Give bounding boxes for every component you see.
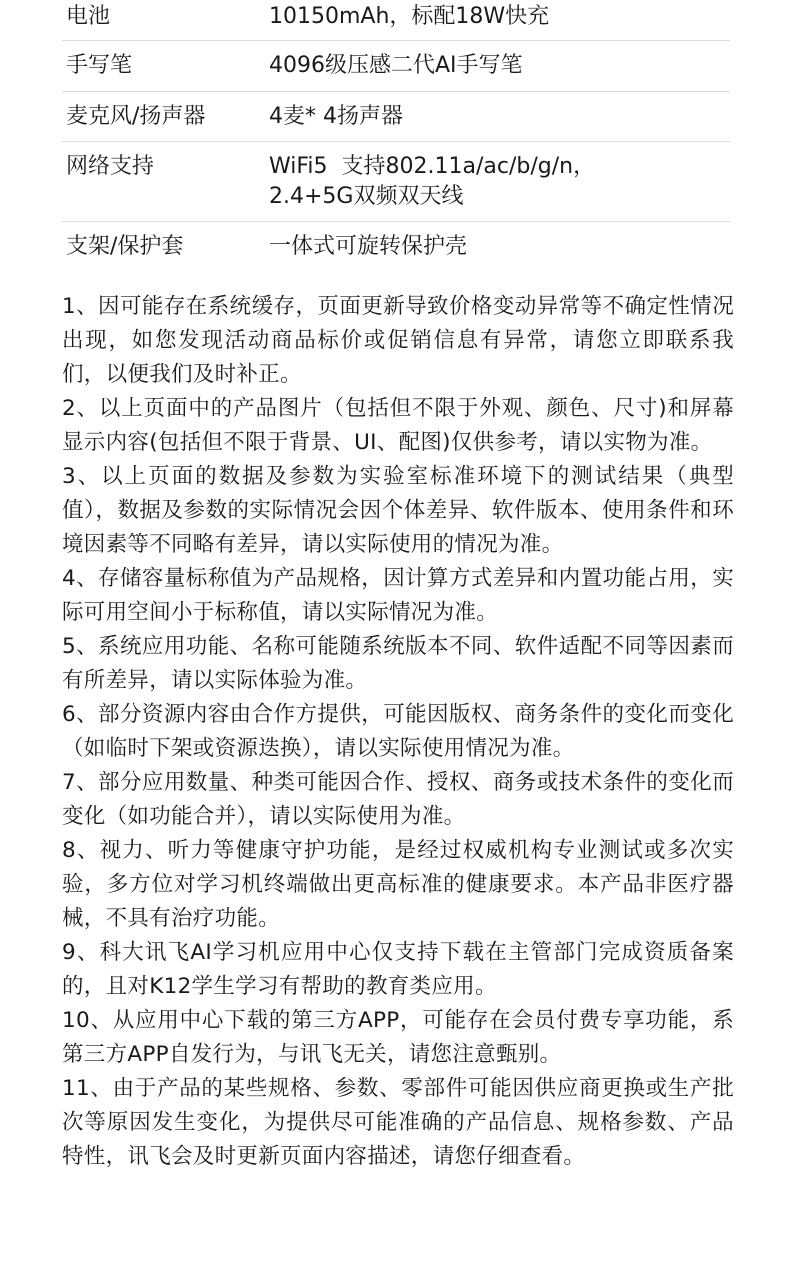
spec-row-battery — [62, 0, 730, 41]
spec-label: 支架/保护套 — [66, 234, 184, 259]
spec-label: 电池 — [66, 4, 111, 29]
spec-label: 麦克风/扬声器 — [66, 103, 206, 129]
note-item: 11、由于产品的某些规格、参数、零部件可能因供应商更换或生产批次等原因发生变化，为提供尽可能准确的产品信息、规格参数、产品特性，讯飞会及时更新页面内容描述，请您仔细查看。 — [62, 1076, 734, 1169]
note-item: 6、部分资源内容由合作方提供，可能因版权、商务条件的变化而变化（如临时下架或资源迭换），请以实际使用情况为准。 — [62, 702, 734, 761]
note-item: 7、部分应用数量、种类可能因合作、授权、商务或技术条件的变化而变化（如功能合并），请以实际使用为准。 — [62, 770, 734, 829]
spec-label: 网络支持 — [66, 154, 155, 179]
spec-label: 手写笔 — [66, 53, 133, 78]
spec-value-line: WiFi5 支持802.11a/ac/b/g/n， — [269, 154, 596, 179]
spec-value: 4096级压感二代AI手写笔 — [269, 53, 523, 78]
spec-value-line: 2.4+5G双频双天线 — [269, 184, 464, 209]
spec-value — [269, 152, 730, 212]
note-item: 10、从应用中心下载的第三方APP，可能存在会员付费专享功能，系第三方APP自发行为，与讯飞无关，请您注意甄别。 — [62, 1008, 734, 1067]
spec-row-stylus — [62, 41, 730, 92]
note-item: 5、系统应用功能、名称可能随系统版本不同、软件适配不同等因素而有所差异，请以实际体验为准。 — [62, 634, 734, 693]
spec-row-stand-case — [62, 222, 730, 272]
spec-row-network — [62, 142, 730, 222]
spec-value: 一体式可旋转保护壳 — [269, 234, 468, 259]
note-item: 3、以上页面的数据及参数为实验室标准环境下的测试结果（典型值），数据及参数的实际情况会因个体差异、软件版本、使用条件和环境因素等不同略有差异，请以实际使用的情况为准。 — [62, 464, 734, 557]
note-item: 1、因可能存在系统缓存，页面更新导致价格变动异常等不确定性情况出现，如您发现活动商品标价或促销信息有异常，请您立即联系我们，以便我们及时补正。 — [62, 294, 734, 387]
spec-value: 4麦* 4扬声器 — [269, 103, 403, 129]
spec-value: 10150mAh，标配18W快充 — [269, 4, 550, 29]
note-item: 2、以上页面中的产品图片（包括但不限于外观、颜色、尺寸)和屏幕显示内容(包括但不限于背景、UI、配图)仅供参考，请以实物为准。 — [62, 396, 734, 455]
spec-table — [62, 0, 730, 272]
note-item: 4、存储容量标称值为产品规格，因计算方式差异和内置功能占用，实际可用空间小于标称值，请以实际情况为准。 — [62, 566, 734, 625]
note-item: 9、科大讯飞AI学习机应用中心仅支持下载在主管部门完成资质备案的，且对K12学生学习有帮助的教育类应用。 — [62, 940, 734, 999]
note-item: 8、视力、听力等健康守护功能，是经过权威机构专业测试或多次实验，多方位对学习机终端做出更高标准的健康要求。本产品非医疗器械，不具有治疗功能。 — [62, 838, 734, 931]
disclaimer-notes — [62, 290, 734, 1174]
spec-row-mic-speaker — [62, 92, 730, 142]
